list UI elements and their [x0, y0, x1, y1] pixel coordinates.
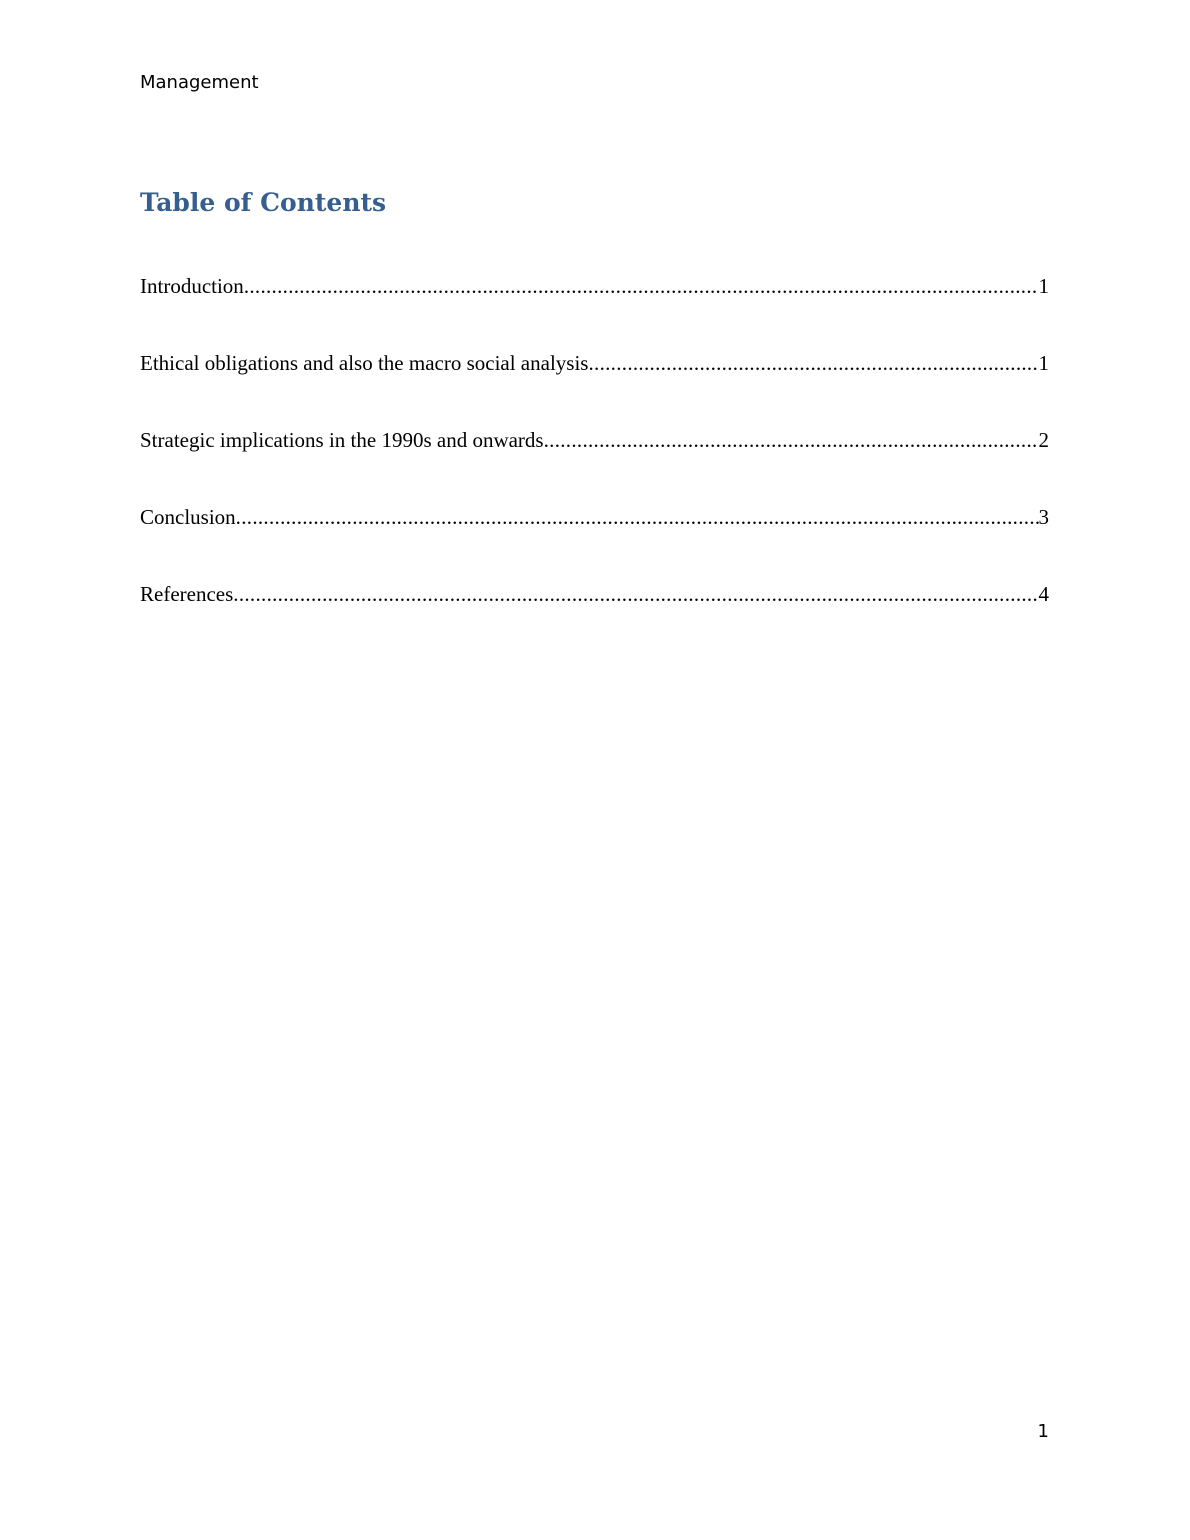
toc-entry-strategic-implications[interactable]: [140, 426, 1049, 503]
toc-entry-page: 3: [1038, 505, 1049, 529]
toc-dot-leader: [244, 272, 1039, 300]
toc-entry-ethical-obligations[interactable]: [140, 349, 1049, 426]
toc-entry-page: 1: [1038, 274, 1049, 298]
toc-entry-title: References: [140, 582, 234, 606]
toc-entry-conclusion[interactable]: [140, 503, 1049, 580]
toc-dot-leader: [588, 349, 1038, 377]
toc-entry-title: Ethical obligations and also the macro social analysis: [140, 351, 589, 375]
toc-entry-page: 1: [1038, 351, 1049, 375]
footer-page-number: 1: [1037, 1421, 1049, 1442]
toc-list: [140, 272, 1049, 657]
toc-dot-leader: [233, 580, 1038, 608]
toc-dot-leader: [236, 503, 1039, 531]
toc-entry-title: Strategic implications in the 1990s and onwards: [140, 428, 544, 452]
toc-entry-title: Introduction: [140, 274, 244, 298]
page-header: Management: [140, 72, 259, 93]
toc-entry-references[interactable]: [140, 580, 1049, 657]
toc-heading: Table of Contents: [140, 188, 387, 217]
toc-entry-introduction[interactable]: [140, 272, 1049, 349]
toc-entry-page: 4: [1038, 582, 1049, 606]
toc-dot-leader: [544, 426, 1039, 454]
toc-entry-page: 2: [1038, 428, 1049, 452]
toc-entry-title: Conclusion: [140, 505, 236, 529]
